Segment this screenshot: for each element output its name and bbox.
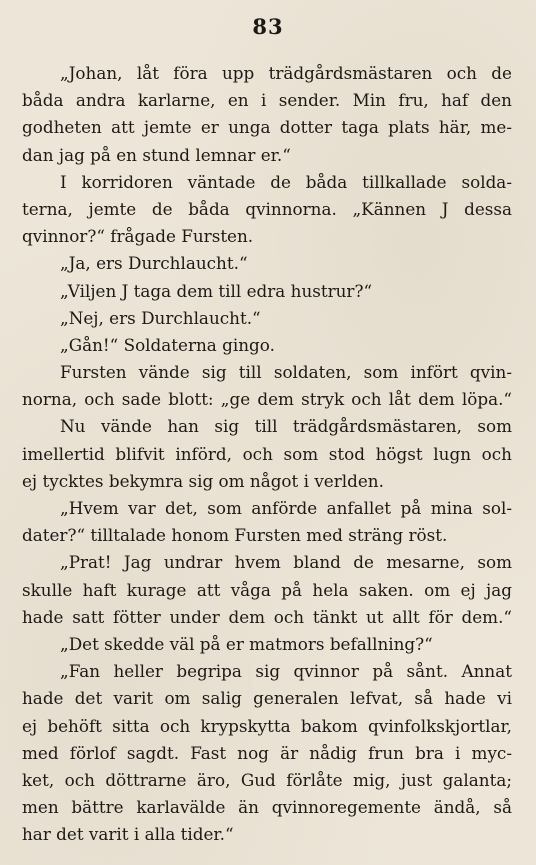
text-line: dater?“ tilltalade honom Fursten med sträng röst.: [22, 525, 448, 546]
text-line: hade satt fötter under dem och tänkt ut allt för dem.“: [22, 606, 512, 627]
body-text: [22, 60, 512, 848]
text-line: ej tycktes bekymra sig om något i verlden.: [22, 470, 384, 491]
text-line: hade det varit om salig generalen lefvat, så hade vi: [22, 688, 512, 709]
text-line: „Nej, ers Durchlaucht.“: [60, 307, 261, 328]
text-line: terna, jemte de båda qvinnorna. „Kännen J dessa: [22, 198, 512, 219]
text-line: har det varit i alla tider.“: [22, 824, 234, 845]
text-line: „Ja, ers Durchlaucht.“: [60, 253, 248, 274]
text-line: „Prat! Jag undrar hvem bland de mesarne, som: [60, 552, 512, 573]
text-line: „Johan, låt föra upp trädgårdsmästaren och de: [60, 63, 512, 83]
text-line: norna, och sade blott: „ge dem stryk och låt dem löpa.“: [22, 389, 512, 410]
text-line: imellertid blifvit införd, och som stod högst lugn och: [22, 443, 512, 464]
text-line: med förlof sagdt. Fast nog är nådig frun bra i myc-: [22, 742, 512, 763]
text-line: „Viljen J taga dem till edra hustrur?“: [60, 280, 373, 301]
text-line: ej behöft sitta och krypskytta bakom qvinfolkskjortlar,: [22, 715, 512, 736]
text-line: dan jag på en stund lemnar er.“: [22, 144, 291, 165]
text-line: qvinnor?“ frågade Fursten.: [22, 226, 254, 247]
page-number: 83: [252, 14, 284, 39]
text-line: men bättre karlavälde än qvinnoregemente ändå, så: [22, 797, 512, 818]
text-line: I korridoren väntade de båda tillkallade solda-: [60, 171, 512, 192]
text-line: „Hvem var det, som anförde anfallet på mina sol-: [60, 498, 512, 518]
text-line: Nu vände han sig till trädgårdsmästaren, som: [60, 416, 512, 437]
text-line: skulle haft kurage att våga på hela saken. om ej jag: [22, 579, 512, 600]
text-line: „Fan heller begripa sig qvinnor på sånt. Annat: [60, 661, 512, 682]
text-line: „Det skedde väl på er matmors befallning?“: [60, 633, 433, 654]
text-line: ket, och döttrarne äro, Gud förlåte mig, just galanta;: [22, 769, 512, 790]
text-line: „Gån!“ Soldaterna gingo.: [60, 334, 275, 355]
text-line: godheten att jemte er unga dotter taga plats här, me-: [22, 117, 512, 138]
text-line: båda andra karlarne, en i sender. Min fru, haf den: [22, 90, 512, 111]
text-line: Fursten vände sig till soldaten, som infört qvin-: [60, 362, 512, 383]
